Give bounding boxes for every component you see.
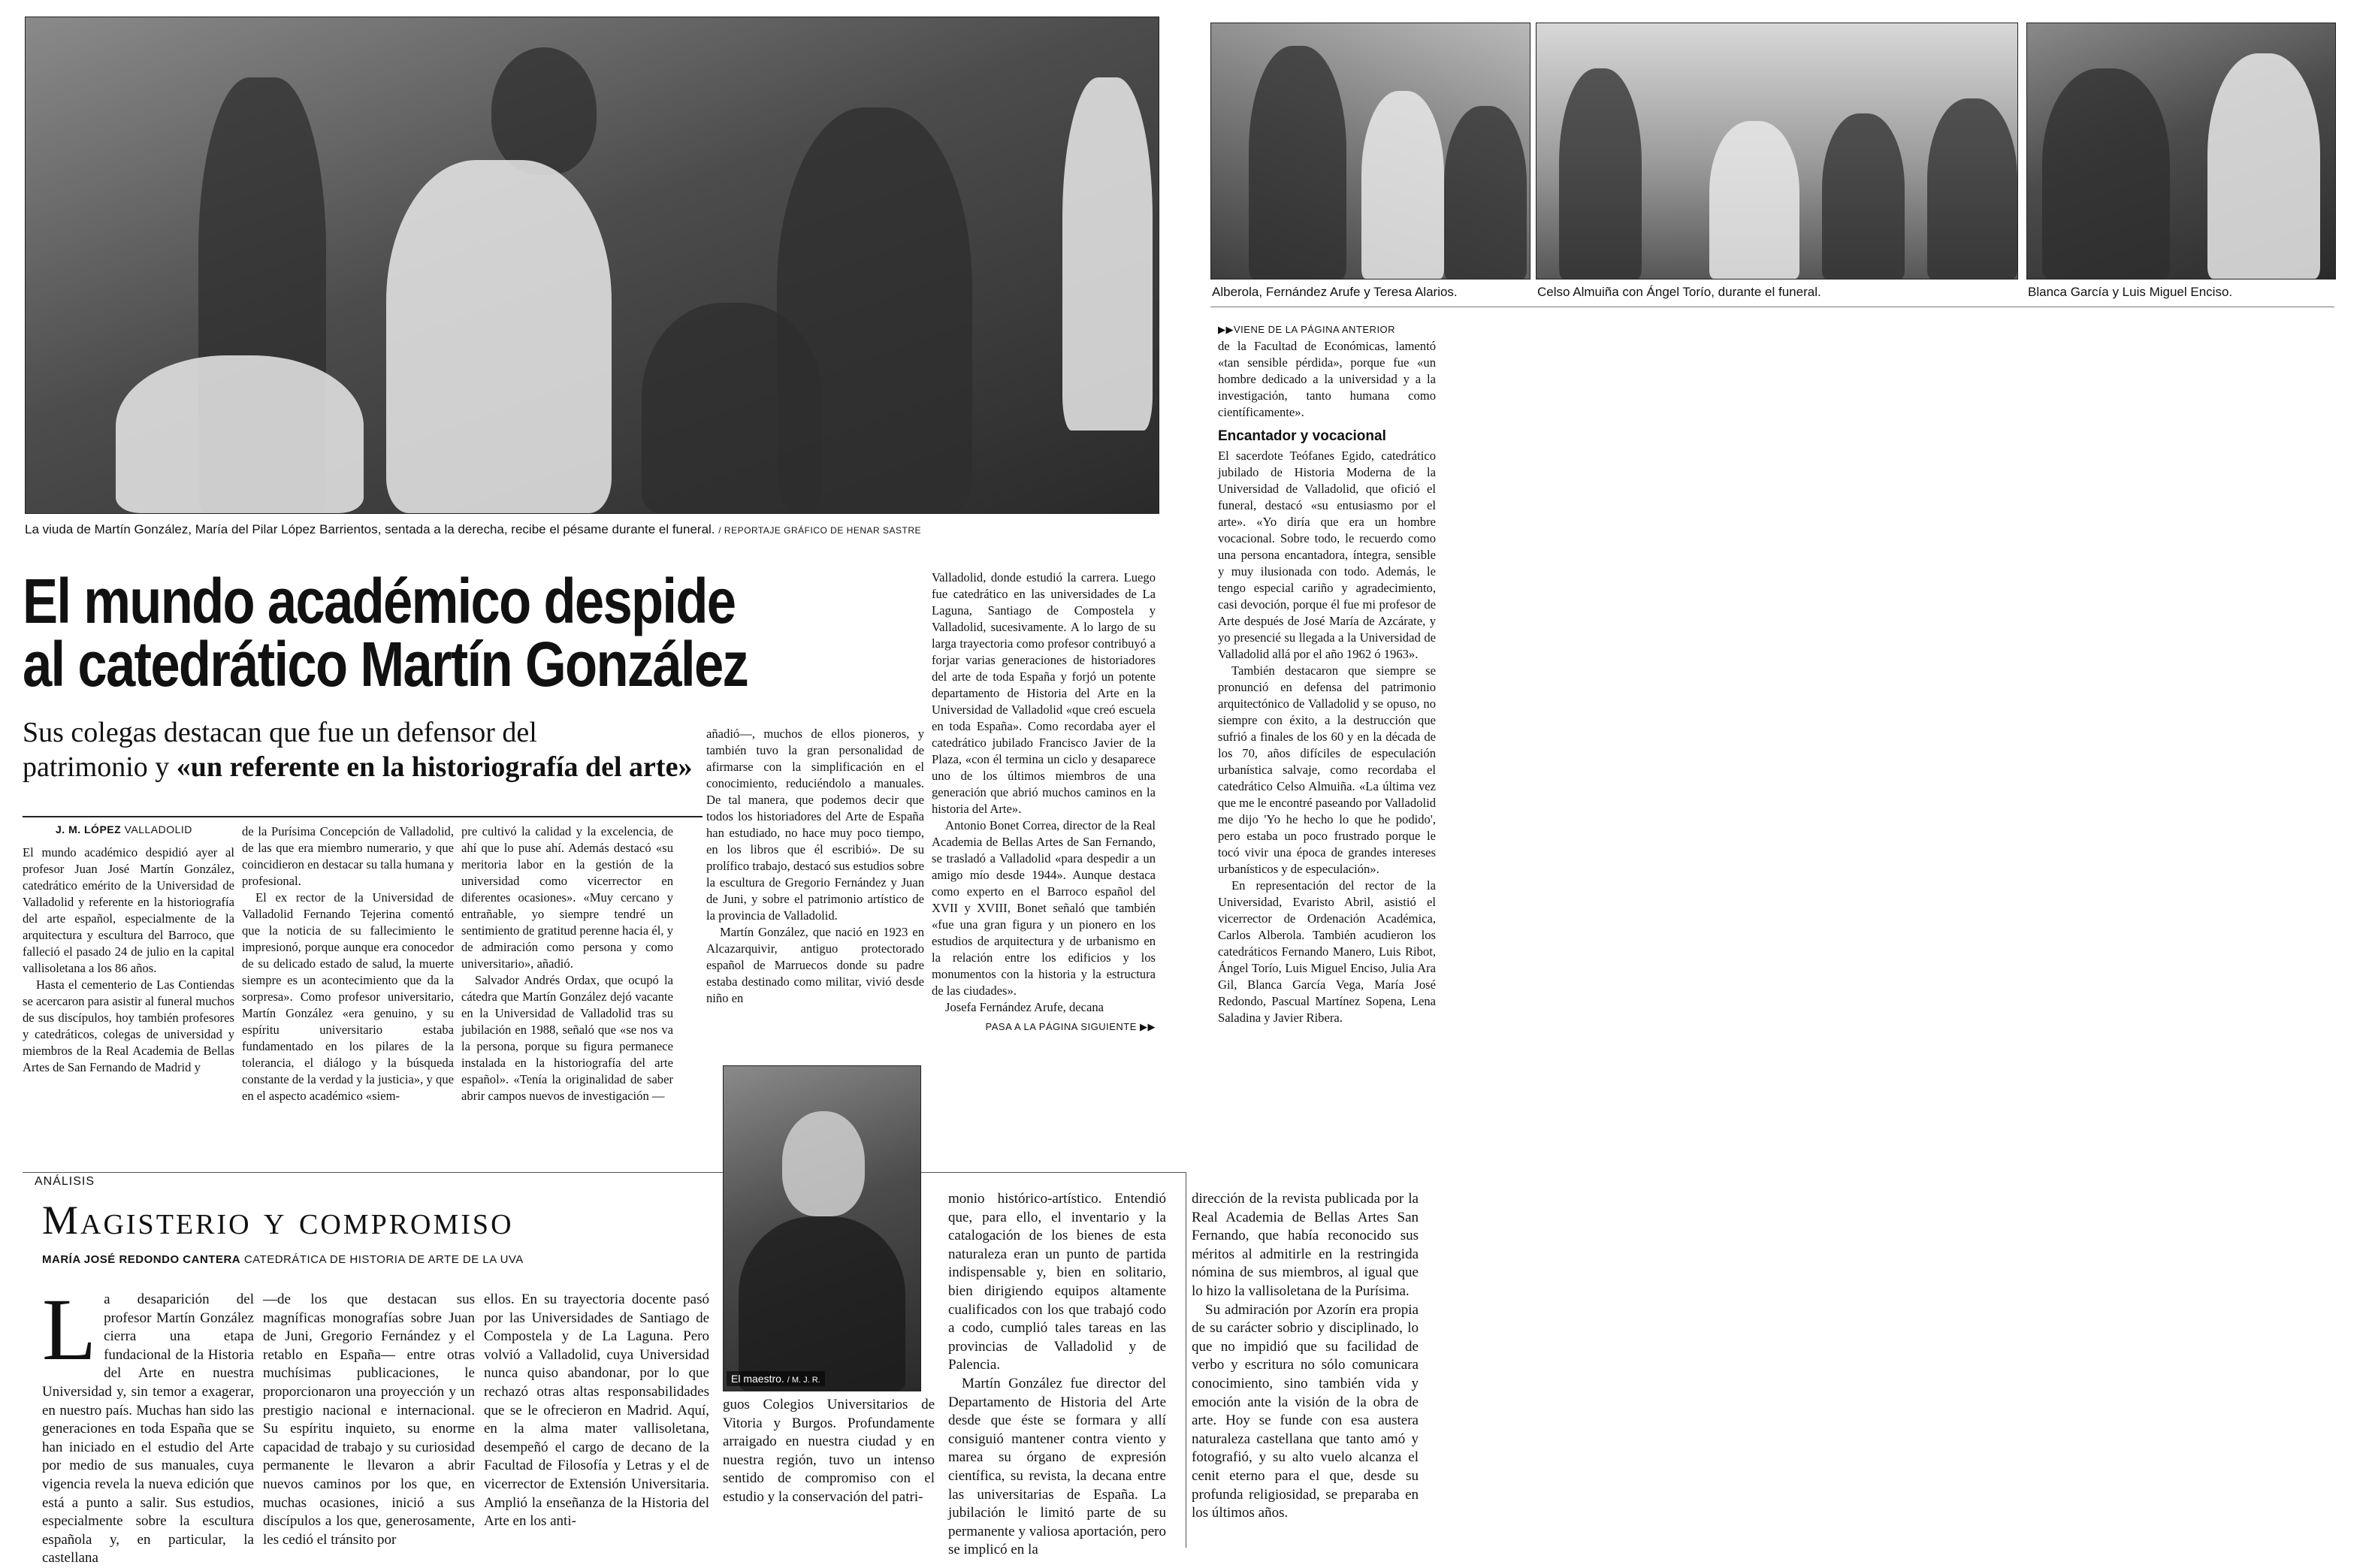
analysis-photo-tag — [727, 1371, 825, 1386]
article-paragraph: añadió—, muchos de ellos pioneros, y también tuvo la gran personalidad de afirmarse con la simplificación en el conocimiento, reduciéndolo a manuales. De tal manera, que podemos decir que todos los historiadores del Arte de España han estudiado, no hace muy poco tiempo, en los libros que él escribió». De su prolífico trabajo, destacó sus estudios sobre la escultura de Gregorio Fernández y Juan de Juni, y sobre el patrimonio artístico de la provincia de Valladolid. — [706, 727, 924, 923]
analysis-author-role: CATEDRÁTICA DE HISTORIA DE ARTE DE LA UVA — [243, 1253, 524, 1266]
analysis-col-6 — [1192, 1190, 1419, 1523]
article-col-1 — [23, 844, 234, 1076]
analysis-col-1 — [42, 1280, 254, 1568]
article-paragraph: Josefa Fernández Arufe, decana — [945, 1000, 1104, 1014]
article-paragraph: Martín González, que nació en 1923 en Alcazarquivir, antiguo protectorado español de Marruecos donde su padre estaba destinado como militar, vivió desde niño en — [706, 925, 924, 1005]
section-subhead: Encantador y vocacional — [1218, 428, 1386, 444]
analysis-col-3 — [484, 1291, 709, 1531]
headline-line-1: El mundo académico despide — [23, 566, 736, 636]
jump-prev[interactable]: ▶▶VIENE DE LA PÁGINA ANTERIOR — [1218, 324, 1396, 335]
analysis-byline — [42, 1253, 524, 1266]
side-photo-3-caption: Blanca García y Luis Miguel Enciso. — [2028, 285, 2233, 299]
article-paragraph: Antonio Bonet Correa, director de la Real Academia de Bellas Artes de San Fernando, se trasladó a Valladolid «para despedir a un amigo mío desde 1944». Aunque destaca como experto en el Barroco español del XVII y XVIII, Bonet señaló que también «fue una gran figura y un pionero en los estudios de arquitectura y de urbanismo en la relación entre los edificios y los monumentos con la historia y la estructura de las ciudades». — [932, 818, 1156, 998]
article-paragraph: Valladolid, donde estudió la carrera. Luego fue catedrático en las universidades de La Laguna, Santiago de Compostela y Valladolid, sucesivamente. A lo largo de su larga trayectoria como profesor contribuyó a forjar varias generaciones de historiadores del arte de toda España y forjó un potente departamento de Historia del Arte en la Universidad de Valladolid «que creó escuela en toda España». Como recordaba ayer el catedrático jubilado Francisco Javier de la Plaza, «con él termina un ciclo y desaparece uno de los últimos miembros de una generación que abrió muchos caminos en la historia del Arte». — [932, 570, 1156, 816]
analysis-photo — [723, 1065, 921, 1391]
main-photo — [25, 17, 1159, 514]
dropcap: L — [42, 1280, 97, 1379]
headline — [23, 566, 906, 699]
analysis-text: Martín González fue director del Departamento de Historia del Arte desde que éste se formara y allí consiguió mantener contra viento y marea su órgano de expresión científica, su revista, la decana entre las universitarias de España. La jubilación le limitó parte de su permanente y valiosa aportación, pero se implicó en la — [948, 1375, 1166, 1558]
side-photo-2 — [1536, 23, 2018, 279]
deck-line-1: Sus colegas destacan que fue un defensor del — [23, 717, 537, 748]
article-paragraph: de la Purísima Concepción de Valladolid, de las que era miembro numerario, y que coincidieron en destacar su talla humana y profesional. — [242, 824, 454, 888]
article-paragraph: También destacaron que siempre se pronunció en defensa del patrimonio arquitectónico de Valladolid y se opuso, no siempre con éxito, a la destrucción que sufrió a finales de los 60 y en la década de los 70, años difíciles de especulación urbanística salvaje, como recordaba el catedrático Celso Almuiña. «La última vez que me le encontré paseando por Valladolid me dijo 'Yo he hecho lo que he podido', pero estaba un poco frustrado porque le tocó vivir una época de grandes intereses urbanísticos y de especulación». — [1218, 663, 1436, 876]
side-photo-1 — [1210, 23, 1530, 279]
analysis-text: Su admiración por Azorín era propia de su carácter sobrio y disciplinado, lo que no impidió que su facilidad de verbo y escritura no sólo comunicara conocimiento, sino también vida y emoción ante la visión de la obra de arte. Hoy se funde con esa austera naturaleza castellana que tanto amó y fotografió, y su alto vuelo alcanza el cenit eterno para el que, desde su profunda religiosidad, se preparaba en los últimos años. — [1192, 1301, 1419, 1521]
article-paragraph: El sacerdote Teófanes Egido, catedrático jubilado de Historia Moderna de la Universidad de Valladolid, que ofició el funeral, destacó «su entusiasmo por el arte». «Yo diría que era un hombre vocacional. Sobre todo, le recuerdo como una persona encantadora, íntegra, sensible y muy ilusionada con todo. Además, le tengo especial cariño y agradecimiento, casi devoción, porque él fue mi profesor de Arte después de José María de Azcárate, y yo presencié su llegada a la Universidad de Valladolid allá por el año 1962 ó 1963». — [1218, 449, 1436, 661]
jump-next[interactable]: PASA A LA PÁGINA SIGUIENTE ▶▶ — [985, 1021, 1156, 1032]
byline — [56, 823, 192, 835]
article-paragraph: pre cultivó la calidad y la excelencia, de ahí que lo puse ahí. Además destacó «su meritoria labor en la gestión de la universidad como vicerrector en diferentes ocasiones». «Muy cercano y entrañable, yo siempre tendré un sentimiento de gratitud perenne hacia él, y de admiración como persona y como universitario», añadió. — [461, 824, 673, 971]
byline-place: VALLADOLID — [124, 823, 192, 835]
article-paragraph: El mundo académico despidió ayer al profesor Juan José Martín González, catedrático emérito de la Universidad de Valladolid y referente en la historiografía del arte español, especialmente de la arquitectura y escultura del Barroco, que falleció el pasado 24 de julio en la capital vallisoletana a los 86 años. — [23, 845, 234, 975]
analysis-text: —de los que destacan sus magníficas monografías sobre Juan de Juni, Gregorio Fernández y el retablo en España— entre otras muchísimas publicaciones, le proporcionaron una proyección y un prestigio nacional e internacional. Su espíritu inquieto, su enorme capacidad de trabajo y su curiosidad permanente le llevaron a abrir nuevos caminos por los que, en muchas ocasiones, inició a sus discípulos a los que, generosamente, les cedió el tránsito por — [263, 1292, 475, 1548]
main-photo-caption — [25, 521, 1158, 539]
article-col-6 — [1218, 322, 1436, 1026]
analysis-text: dirección de la revista publicada por la Real Academia de Bellas Artes San Fernando, que había reconocido sus méritos al admitirle en la restringida nómina de sus miembros, al igual que lo hizo la vallisoletana de la Purísima. — [1192, 1191, 1419, 1299]
analysis-col-2 — [263, 1291, 475, 1549]
article-col-2 — [242, 823, 454, 1104]
deck-line-2-bold: «un referente en la historiografía del arte» — [176, 751, 693, 783]
deck — [23, 715, 699, 784]
article-col-5 — [932, 569, 1156, 1035]
article-paragraph: Hasta el cementerio de Las Contiendas se acercaron para asistir al funeral muchos de sus discípulos, hoy también profesores y catedráticos, colegas de universidad y miembros de la Real Academia de Bellas Artes de San Fernando de Madrid y — [23, 977, 234, 1074]
side-photo-2-caption: Celso Almuiña con Ángel Torío, durante el funeral. — [1537, 285, 1821, 299]
main-photo-caption-text: La viuda de Martín González, María del Pilar López Barrientos, sentada a la derecha, recibe el pésame durante el funeral. — [25, 522, 715, 536]
analysis-photo-credit: / M. J. R. — [787, 1376, 820, 1385]
analysis-title: Magisterio y compromiso — [42, 1198, 514, 1243]
article-paragraph: Salvador Andrés Ordax, que ocupó la cátedra que Martín González dejó vacante en la Universidad de Valladolid tras su jubilación en 1988, señaló que «se nos va la persona, porque su figura permanece instalada en la historiografía del arte español». «Tenía la originalidad de saber abrir campos nuevos de investigación — — [461, 973, 673, 1103]
article-col-3 — [461, 823, 673, 1104]
main-photo-credit: / REPORTAJE GRÁFICO DE HENAR SASTRE — [718, 525, 922, 536]
article-paragraph: El ex rector de la Universidad de Valladolid Fernando Tejerina comentó que la noticia de su fallecimiento le impresionó, porque aunque era conocedor de su delicado estado de salud, la muerte siempre es un acontecimiento que da la sorpresa». Como profesor universitario, Martín González «era genuino, y su espíritu universitario estaba fundamentado en los pilares de la tolerancia, el diálogo y la búsqueda constante de la verdad y la justicia», y que en el aspecto académico «siem- — [242, 890, 454, 1103]
side-photo-3 — [2026, 23, 2336, 279]
analysis-col-4 — [723, 1396, 935, 1507]
article-col-4 — [706, 726, 924, 1007]
analysis-author: MARÍA JOSÉ REDONDO CANTERA — [42, 1253, 241, 1266]
analysis-kicker: ANÁLISIS — [35, 1175, 95, 1188]
deck-rule — [23, 816, 703, 817]
article-paragraph: de la Facultad de Económicas, lamentó «tan sensible pérdida», porque fue «un hombre dedicado a la universidad y a la investigación, tanto humana como científicamente». — [1218, 339, 1436, 419]
analysis-text: ellos. En su trayectoria docente pasó por las Universidades de Santiago de Compostela y de La Laguna. Pero volvió a Valladolid, cuya Universidad nunca quiso abandonar, por lo que rechazó otras altas responsabilidades que se le ofrecieron en Madrid. Aquí, en la alma mater vallisoletana, desempeñó el cargo de decano de la Facultad de Filosofía y Letras y el de vicerrector de Extensión Universitaria. Amplió la enseñanza de la Historia del Arte en los anti- — [484, 1292, 709, 1530]
analysis-col-5 — [948, 1190, 1166, 1560]
side-photo-1-caption: Alberola, Fernández Arufe y Teresa Alarios. — [1212, 285, 1458, 299]
analysis-text: monio histórico-artístico. Entendió que, para ello, el inventario y la catalogación de los bienes de esta naturaleza eran un punto de partida indispensable y, bien en solitario, bien dirigiendo equipos altamente cualificados con los que trabajó codo a codo, cumplió tales tareas en las provincias de Valladolid y de Palencia. — [948, 1191, 1166, 1373]
headline-line-2: al catedrático Martín González — [23, 629, 748, 699]
analysis-text: a desaparición del profesor Martín González cierra una etapa fundacional de la Historia del Arte en nuestra Universidad y, sin temor a exagerar, en nuestro país. Muchas han sido las generaciones en toda España que se han iniciado en el estudio del Arte por medio de sus manuales, cuya vigencia revela la nueva edición que está a punto a salir. Sus estudios, especialmente sobre la escultura española y, en particular, la castellana — [42, 1292, 254, 1566]
deck-line-2-plain: patrimonio y — [23, 751, 177, 783]
analysis-text: guos Colegios Universitarios de Vitoria y Burgos. Profundamente arraigado en nuestra ciudad y en nuestra región, tuvo un intenso sentido de compromiso con el estudio y la conservación del patri- — [723, 1397, 935, 1505]
analysis-top-rule — [23, 1172, 1186, 1173]
article-paragraph: En representación del rector de la Universidad, Evaristo Abril, asistió el vicerrector de Ordenación Académica, Carlos Alberola. También acudieron los catedráticos Fernando Manero, Luis Ribot, Ángel Torío, Luis Miguel Enciso, Julia Ara Gil, Blanca García Vega, María José Redondo, Pascual Martínez Sopena, Lena Saladina y Javier Ribera. — [1218, 878, 1436, 1025]
byline-author: J. M. LÓPEZ — [56, 823, 122, 835]
analysis-photo-tag-text: El maestro. — [731, 1373, 784, 1385]
